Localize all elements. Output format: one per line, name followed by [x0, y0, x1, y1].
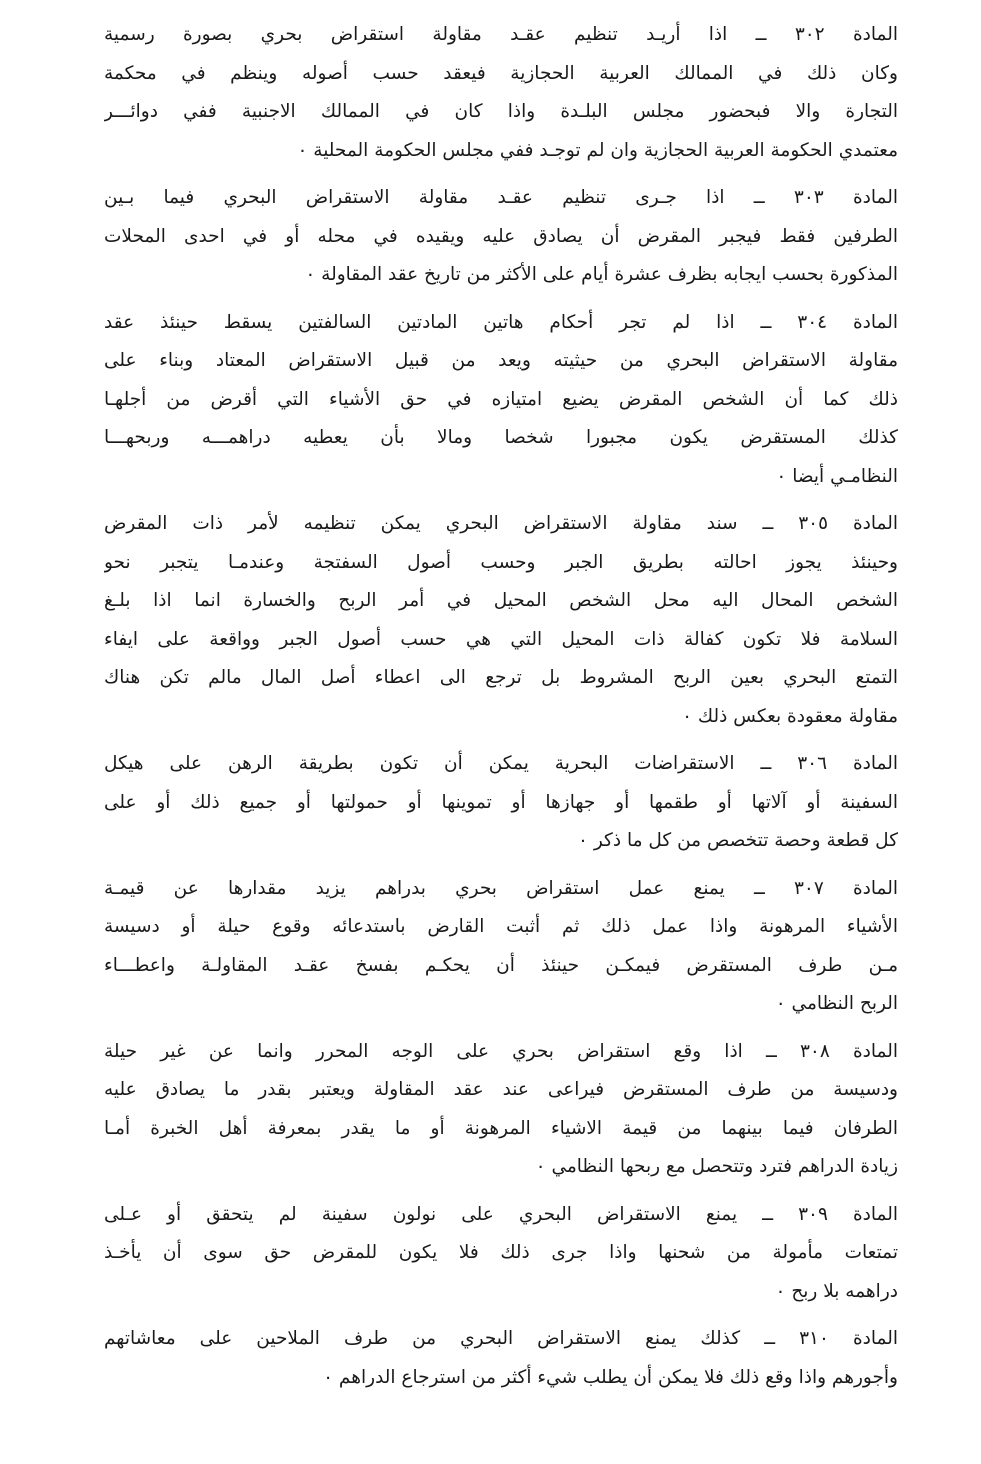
- text-line: كل قطعة وحصة تتخصص من كل ما ذكر ٠: [578, 830, 898, 851]
- article-308: [104, 1033, 898, 1187]
- article-310: [104, 1320, 898, 1397]
- article-302: [104, 16, 898, 170]
- text-line: وكان ذلك في الممالك العربية الحجازية فيعقد حسب أصوله وينظم في محكمة: [104, 62, 898, 84]
- text-line: الشخص المحال اليه محل الشخص المحيل في أمر الربح والخسارة انما اذا بلـغ: [104, 590, 898, 611]
- text-line: النظامـي أيضا ٠: [776, 465, 898, 487]
- text-line: وأجورهم واذا وقع ذلك فلا يمكن أن يطلب شيء أكثر من استرجاع الدراهم ٠: [323, 1366, 898, 1388]
- text-line: معتمدي الحكومة العربية الحجازية وان لم توجـد ففي مجلس الحكومة المحلية ٠: [297, 139, 898, 161]
- text-line: السفينة أو آلاتها أو طقمها أو جهازها أو تموينها أو حمولتها أو جميع ذلك أو على: [104, 791, 898, 813]
- text-line: مـن طرف المستقرض فيمكـن حينئذ أن يحكـم بفسخ عقـد المقاولـة واعطـــاء: [104, 954, 898, 976]
- text-line: المادة ٣٠٥ ــ سند مقاولة الاستقراض البحري يمكن تنظيمه لأمر ذات المقرض: [104, 513, 898, 534]
- document-page: [104, 16, 898, 1406]
- text-line: الأشياء المرهونة واذا عمل ذلك ثم أثبت القارض باستدعائه وقوع حيلة أو دسيسة: [104, 916, 898, 937]
- text-line: المادة ٣٠٣ ــ اذا جـرى تنظيم عقـد مقاولة الاستقراض البحري فيما بـين: [104, 187, 898, 208]
- text-line: الربح النظامي ٠: [775, 993, 898, 1014]
- text-line: وحينئذ يجوز احالته بطريق الجبر وحسب أصول السفتجة وعندمـا يتجبر نحو: [104, 551, 898, 573]
- text-line: المذكورة بحسب ايجابه بظرف عشرة أيام على الأكثر من تاريخ عقد المقاولة ٠: [305, 264, 898, 285]
- article-309: [104, 1196, 898, 1312]
- text-line: الطرفين فقط فيجبر المقرض أن يصادق عليه ويقيده في محله أو في احدى المحلات: [104, 225, 898, 247]
- text-line: دراهمه بلا ربح ٠: [775, 1280, 898, 1302]
- text-line: زيادة الدراهم فترد وتتحصل مع ربحها النظامي ٠: [535, 1156, 898, 1177]
- text-line: التمتع البحري بعين الربح المشروط بل ترجع الى اعطاء أصل المال مالم تكن هناك: [104, 667, 898, 688]
- text-line: مقاولة الاستقراض البحري من حيثيته ويعد من قبيل الاستقراض المعتاد وبناء على: [104, 350, 898, 371]
- text-line: التجارة والا فبحضور مجلس البلـدة واذا كان في الممالك الاجنبية ففي دوائـــر: [104, 101, 898, 122]
- article-305: [104, 505, 898, 736]
- text-line: المادة ٣٠٦ ــ الاستقراضات البحرية يمكن أن تكون بطريقة الرهن على هيكل: [104, 753, 898, 774]
- text-line: كذلك المستقرض يكون مجبورا شخصا ومالا بأن يعطيه دراهمـــه وربحهـــا: [104, 427, 898, 448]
- text-line: المادة ٣٠٧ ــ يمنع عمل استقراض بحري بدراهم يزيد مقدارها عن قيمـة: [104, 877, 898, 899]
- text-line: ذلك كما أن الشخص المقرض يضيع امتيازه في حق الأشياء التي أقرض من أجلهـا: [104, 388, 898, 410]
- article-307: [104, 870, 898, 1024]
- text-line: ودسيسة من طرف المستقرض فيراعى عند عقد المقاولة ويعتبر بقدر ما يصادق عليه: [104, 1079, 898, 1100]
- text-line: المادة ٣٠٤ ــ اذا لم تجر أحكام هاتين المادتين السالفتين يسقط حينئذ عقد: [104, 311, 898, 333]
- text-line: السلامة فلا تكون كفالة ذات المحيل التي هي حسب أصول الجبر وواقعة على ايفاء: [104, 628, 898, 650]
- text-line: المادة ٣١٠ ــ كذلك يمنع الاستقراض البحري من طرف الملاحين على معاشاتهم: [104, 1328, 898, 1349]
- text-line: مقاولة معقودة بعكس ذلك ٠: [682, 705, 898, 727]
- text-line: المادة ٣٠٩ ــ يمنع الاستقراض البحري على نولون سفينة لم يتحقق أو عـلى: [104, 1203, 898, 1225]
- article-306: [104, 745, 898, 861]
- article-303: [104, 179, 898, 295]
- text-line: المادة ٣٠٨ ــ اذا وقع استقراض بحري على الوجه المحرر وانما عن غير حيلة: [104, 1040, 898, 1062]
- text-line: الطرفان فيما بينهما من قيمة الاشياء المرهونة أو ما يقدر بمعرفة أهل الخبرة أمـا: [104, 1117, 898, 1139]
- text-line: تمتعات مأمولة من شحنها واذا جرى ذلك فلا يكون للمقرض حق سوى أن يأخـذ: [104, 1242, 898, 1263]
- article-304: [104, 304, 898, 497]
- text-line: المادة ٣٠٢ ــ اذا أريـد تنظيم عقـد مقاولة استقراض بحري بصورة رسمية: [104, 24, 898, 45]
